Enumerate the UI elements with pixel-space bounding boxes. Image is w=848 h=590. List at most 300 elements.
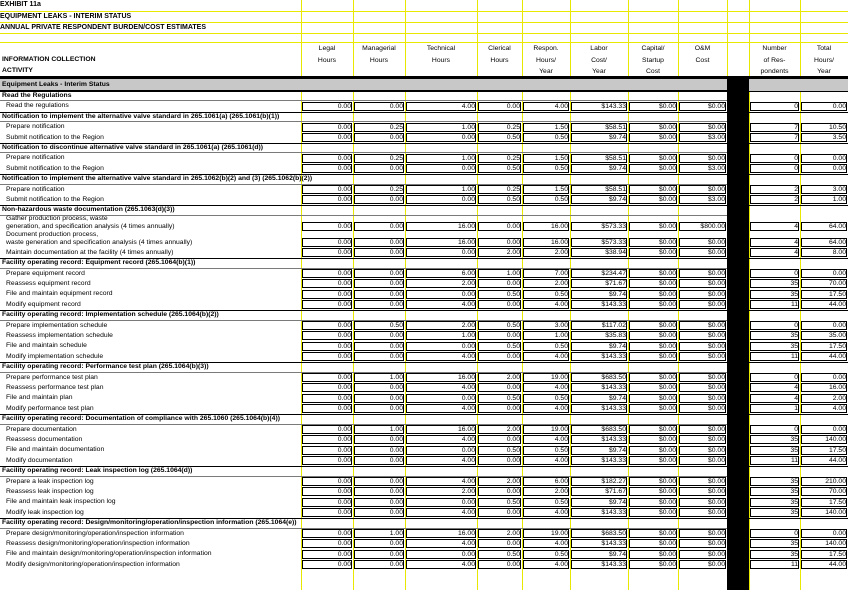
value-cell: 70.00 bbox=[828, 488, 846, 496]
cell-border bbox=[750, 185, 799, 194]
value-cell: 4 bbox=[794, 249, 798, 257]
row-label: File and maintain design/monitoring/operation/inspection information bbox=[6, 550, 212, 558]
value-cell: 0.00 bbox=[389, 436, 403, 444]
value-cell: 2 bbox=[794, 196, 798, 204]
value-cell: 2.00 bbox=[506, 478, 520, 485]
cell-border bbox=[523, 222, 569, 231]
value-cell: 17.50 bbox=[828, 290, 846, 298]
cell-border bbox=[571, 508, 627, 517]
cell-border bbox=[354, 446, 404, 455]
value-cell: 11 bbox=[790, 457, 798, 465]
value-cell: 0 bbox=[794, 322, 798, 329]
row-label: Gather production process, waste bbox=[6, 214, 108, 222]
cell-border bbox=[523, 321, 569, 330]
cell-border bbox=[571, 404, 627, 413]
value-cell: 0.00 bbox=[337, 509, 351, 517]
value-cell: 0.00 bbox=[337, 222, 351, 230]
value-cell: 16.00 bbox=[457, 222, 475, 230]
cell-border bbox=[302, 446, 352, 455]
value-cell: 0.00 bbox=[337, 446, 351, 454]
value-cell: 0.00 bbox=[337, 394, 351, 402]
value-cell: 0.00 bbox=[506, 540, 520, 548]
cell-border bbox=[571, 352, 627, 361]
cell-border bbox=[354, 154, 404, 163]
row-label: Submit notification to the Region bbox=[6, 164, 104, 172]
value-cell: 0.00 bbox=[506, 280, 520, 288]
cell-border bbox=[679, 425, 726, 434]
value-cell: $143.33 bbox=[601, 102, 626, 110]
cell-border bbox=[354, 164, 404, 173]
value-cell: $0.00 bbox=[658, 478, 676, 485]
value-cell: 0.00 bbox=[389, 509, 403, 517]
cell-border bbox=[801, 539, 847, 548]
cell-border bbox=[406, 133, 476, 142]
cell-border bbox=[750, 164, 799, 173]
value-cell: 0.50 bbox=[506, 196, 520, 204]
cell-border bbox=[478, 352, 521, 361]
cell-border bbox=[750, 133, 799, 142]
value-cell: $0.00 bbox=[707, 405, 725, 413]
value-cell: $0.00 bbox=[707, 332, 725, 340]
group-heading: Facility operating record: Equipment record (265.1064(b)(1)) bbox=[2, 259, 196, 267]
column-header: Hours bbox=[317, 56, 337, 64]
value-cell: $117.02 bbox=[601, 322, 626, 329]
cell-border bbox=[571, 342, 627, 351]
cell-border bbox=[478, 394, 521, 403]
value-cell: 0.50 bbox=[506, 322, 520, 329]
table-subtitle: ANNUAL PRIVATE RESPONDENT BURDEN/COST ESTIMATES bbox=[0, 24, 206, 31]
value-cell: 0.50 bbox=[554, 550, 568, 558]
value-cell: 0.25 bbox=[389, 186, 403, 193]
cell-border bbox=[629, 373, 677, 382]
cell-border bbox=[679, 164, 726, 173]
value-cell: 16.00 bbox=[550, 238, 568, 246]
cell-border bbox=[302, 195, 352, 204]
cell-border bbox=[523, 195, 569, 204]
value-cell: 0.00 bbox=[337, 498, 351, 506]
cell-border bbox=[302, 279, 352, 288]
cell-border bbox=[478, 487, 521, 496]
value-cell: 11 bbox=[790, 353, 798, 361]
cell-border bbox=[629, 550, 677, 559]
value-cell: 4.00 bbox=[461, 478, 475, 485]
cell-border bbox=[523, 133, 569, 142]
cell-border bbox=[629, 404, 677, 413]
value-cell: 35 bbox=[790, 498, 798, 506]
cell-border bbox=[523, 560, 569, 569]
row-label: Document production process, bbox=[6, 230, 99, 238]
value-cell: $573.33 bbox=[601, 238, 626, 246]
cell-border bbox=[750, 550, 799, 559]
value-cell: $0.00 bbox=[658, 154, 676, 162]
value-cell: 2.00 bbox=[506, 374, 520, 381]
cell-border bbox=[523, 539, 569, 548]
cell-border bbox=[406, 185, 476, 194]
cell-border bbox=[629, 446, 677, 455]
cell-border bbox=[571, 290, 627, 299]
cell-border bbox=[406, 222, 476, 231]
value-cell: 210.00 bbox=[825, 478, 846, 485]
cell-border bbox=[354, 539, 404, 548]
row-label: Submit notification to the Region bbox=[6, 133, 104, 141]
cell-border bbox=[523, 373, 569, 382]
row-divider bbox=[0, 42, 848, 43]
row-label: File and maintain schedule bbox=[6, 342, 87, 350]
cell-border bbox=[629, 321, 677, 330]
cell-border bbox=[629, 352, 677, 361]
cell-border bbox=[629, 498, 677, 507]
cell-border bbox=[679, 456, 726, 465]
value-cell: 0.00 bbox=[506, 405, 520, 413]
group-heading: Non-hazardous waste documentation (265.1063(d)(3)) bbox=[2, 206, 175, 214]
cell-border bbox=[406, 373, 476, 382]
value-cell: $9.74 bbox=[608, 498, 626, 506]
value-cell: $0.00 bbox=[658, 222, 676, 230]
value-cell: 0 bbox=[794, 154, 798, 162]
value-cell: $0.00 bbox=[658, 530, 676, 537]
value-cell: 1.00 bbox=[389, 374, 403, 381]
cell-border bbox=[354, 300, 404, 309]
value-cell: 0.00 bbox=[506, 436, 520, 444]
column-header: Clerical bbox=[488, 45, 511, 52]
cell-border bbox=[571, 498, 627, 507]
cell-border bbox=[406, 269, 476, 278]
cell-border bbox=[750, 238, 799, 247]
cell-border bbox=[679, 383, 726, 392]
cell-border bbox=[406, 498, 476, 507]
value-cell: 0.00 bbox=[337, 301, 351, 309]
cell-border bbox=[478, 342, 521, 351]
cell-border bbox=[406, 456, 476, 465]
value-cell: $143.33 bbox=[601, 509, 626, 517]
cell-border bbox=[406, 529, 476, 538]
cell-border bbox=[302, 394, 352, 403]
value-cell: 0.00 bbox=[337, 561, 351, 569]
cell-border bbox=[571, 550, 627, 559]
value-cell: 0.00 bbox=[389, 405, 403, 413]
value-cell: $0.00 bbox=[707, 280, 725, 288]
value-cell: 0.00 bbox=[389, 290, 403, 298]
cell-border bbox=[629, 477, 677, 486]
cell-border bbox=[354, 342, 404, 351]
cell-border bbox=[523, 394, 569, 403]
value-cell: $0.00 bbox=[658, 102, 676, 110]
cell-border bbox=[478, 123, 521, 132]
section-band bbox=[749, 79, 848, 91]
cell-border bbox=[478, 477, 521, 486]
cell-border bbox=[354, 123, 404, 132]
cell-border bbox=[478, 498, 521, 507]
value-cell: 0.00 bbox=[506, 301, 520, 309]
cell-border bbox=[679, 487, 726, 496]
value-cell: $182.27 bbox=[601, 478, 626, 485]
value-cell: 0.25 bbox=[389, 154, 403, 162]
cell-border bbox=[679, 248, 726, 257]
cell-border bbox=[629, 238, 677, 247]
cell-border bbox=[523, 550, 569, 559]
cell-border bbox=[750, 222, 799, 231]
column-header: Cost bbox=[695, 56, 710, 64]
cell-border bbox=[302, 300, 352, 309]
value-cell: 0.00 bbox=[337, 530, 351, 537]
value-cell: 4 bbox=[794, 384, 798, 392]
value-cell: 1.00 bbox=[461, 154, 475, 162]
column-header: Year bbox=[539, 68, 553, 75]
cell-border bbox=[523, 185, 569, 194]
separator-column bbox=[727, 76, 749, 590]
cell-border bbox=[406, 102, 476, 111]
cell-border bbox=[679, 195, 726, 204]
value-cell: $0.00 bbox=[707, 270, 725, 277]
value-cell: 0.50 bbox=[506, 550, 520, 558]
value-cell: 0 bbox=[794, 102, 798, 110]
value-cell: 1.00 bbox=[461, 123, 475, 131]
cell-border bbox=[750, 508, 799, 517]
cell-border bbox=[629, 394, 677, 403]
value-cell: 0.00 bbox=[337, 540, 351, 548]
value-cell: 4.00 bbox=[461, 353, 475, 361]
value-cell: 1.00 bbox=[506, 270, 520, 277]
cell-border bbox=[801, 550, 847, 559]
cell-border bbox=[302, 508, 352, 517]
cell-border bbox=[571, 279, 627, 288]
cell-border bbox=[406, 394, 476, 403]
cell-border bbox=[629, 529, 677, 538]
value-cell: 2.00 bbox=[461, 322, 475, 329]
value-cell: $0.00 bbox=[658, 342, 676, 350]
column-header: Capital/ bbox=[641, 45, 665, 52]
value-cell: 0.00 bbox=[337, 102, 351, 110]
cell-border bbox=[571, 222, 627, 231]
row-label: File and maintain equipment record bbox=[6, 290, 113, 298]
cell-border bbox=[302, 164, 352, 173]
value-cell: $0.00 bbox=[707, 123, 725, 131]
cell-border bbox=[571, 446, 627, 455]
cell-border bbox=[571, 154, 627, 163]
value-cell: $0.00 bbox=[707, 102, 725, 110]
cell-border bbox=[750, 425, 799, 434]
value-cell: 0.00 bbox=[337, 134, 351, 141]
cell-border bbox=[679, 133, 726, 142]
value-cell: $0.00 bbox=[707, 498, 725, 506]
cell-border bbox=[679, 404, 726, 413]
cell-border bbox=[629, 195, 677, 204]
value-cell: 0.00 bbox=[337, 426, 351, 433]
value-cell: 0.00 bbox=[337, 332, 351, 340]
value-cell: $573.33 bbox=[601, 222, 626, 230]
value-cell: 0.00 bbox=[389, 550, 403, 558]
row-label: Prepare a leak inspection log bbox=[6, 477, 94, 485]
value-cell: $0.00 bbox=[707, 374, 725, 381]
cell-border bbox=[478, 248, 521, 257]
cell-border bbox=[302, 435, 352, 444]
row-label: Modify documentation bbox=[6, 456, 73, 464]
cell-border bbox=[629, 435, 677, 444]
cell-border bbox=[801, 394, 847, 403]
group-heading: Facility operating record: Documentation of compliance with 265.1060 (265.1064(b)(4)) bbox=[2, 415, 280, 423]
value-cell: $0.00 bbox=[658, 134, 676, 141]
value-cell: 0.50 bbox=[554, 134, 568, 141]
value-cell: 0.00 bbox=[337, 280, 351, 288]
value-cell: $0.00 bbox=[658, 353, 676, 361]
cell-border bbox=[302, 383, 352, 392]
value-cell: $0.00 bbox=[658, 165, 676, 173]
cell-border bbox=[679, 331, 726, 340]
value-cell: $0.00 bbox=[707, 238, 725, 246]
value-cell: 0.50 bbox=[554, 342, 568, 350]
value-cell: 0 bbox=[794, 426, 798, 433]
value-cell: 0.00 bbox=[832, 374, 846, 381]
cell-border bbox=[406, 508, 476, 517]
value-cell: $0.00 bbox=[707, 488, 725, 496]
cell-border bbox=[750, 279, 799, 288]
value-cell: 0.00 bbox=[506, 332, 520, 340]
cell-border bbox=[801, 342, 847, 351]
cell-border bbox=[354, 133, 404, 142]
cell-border bbox=[302, 133, 352, 142]
cell-border bbox=[406, 425, 476, 434]
cell-border bbox=[801, 222, 847, 231]
cell-border bbox=[629, 133, 677, 142]
cell-border bbox=[523, 498, 569, 507]
value-cell: 0.00 bbox=[506, 238, 520, 246]
cell-border bbox=[801, 435, 847, 444]
cell-border bbox=[354, 487, 404, 496]
cell-border bbox=[801, 498, 847, 507]
value-cell: 0.00 bbox=[389, 332, 403, 340]
value-cell: 0.00 bbox=[337, 290, 351, 298]
value-cell: 0.00 bbox=[461, 446, 475, 454]
cell-border bbox=[571, 560, 627, 569]
value-cell: $0.00 bbox=[707, 478, 725, 485]
row-label: Prepare notification bbox=[6, 123, 65, 131]
row-divider bbox=[0, 22, 848, 23]
value-cell: 0.00 bbox=[337, 353, 351, 361]
value-cell: 4.00 bbox=[554, 405, 568, 413]
column-header: Year bbox=[592, 68, 606, 75]
value-cell: 1.50 bbox=[554, 186, 568, 193]
cell-border bbox=[801, 238, 847, 247]
value-cell: $0.00 bbox=[707, 530, 725, 537]
cell-border bbox=[478, 164, 521, 173]
cell-border bbox=[679, 269, 726, 278]
value-cell: $0.00 bbox=[658, 123, 676, 131]
cell-border bbox=[406, 550, 476, 559]
value-cell: 140.00 bbox=[825, 509, 846, 517]
value-cell: 0.00 bbox=[832, 102, 846, 110]
value-cell: $0.00 bbox=[658, 249, 676, 257]
cell-border bbox=[801, 300, 847, 309]
value-cell: 3.50 bbox=[832, 134, 846, 141]
cell-border bbox=[302, 539, 352, 548]
value-cell: 4.00 bbox=[554, 436, 568, 444]
cell-border bbox=[629, 185, 677, 194]
value-cell: $0.00 bbox=[707, 509, 725, 517]
value-cell: 16.00 bbox=[550, 222, 568, 230]
value-cell: 1.00 bbox=[832, 196, 846, 204]
cell-border bbox=[571, 238, 627, 247]
value-cell: $0.00 bbox=[658, 498, 676, 506]
cell-border bbox=[523, 279, 569, 288]
value-cell: $0.00 bbox=[658, 426, 676, 433]
cell-border bbox=[478, 300, 521, 309]
column-header: Number bbox=[762, 45, 787, 52]
cell-border bbox=[629, 342, 677, 351]
cell-border bbox=[354, 352, 404, 361]
cell-border bbox=[679, 498, 726, 507]
value-cell: 0.25 bbox=[506, 154, 520, 162]
value-cell: 0.00 bbox=[337, 478, 351, 485]
group-heading: Facility operating record: Performance test plan (265.1064(b)(3)) bbox=[2, 363, 209, 371]
cell-border bbox=[679, 560, 726, 569]
cell-border bbox=[750, 248, 799, 257]
value-cell: $143.33 bbox=[601, 384, 626, 392]
value-cell: $143.33 bbox=[601, 436, 626, 444]
column-header: Respon. bbox=[533, 45, 559, 52]
value-cell: $58.51 bbox=[605, 154, 626, 162]
cell-border bbox=[478, 383, 521, 392]
value-cell: 16.00 bbox=[457, 426, 475, 433]
value-cell: 0.00 bbox=[832, 322, 846, 329]
cell-border bbox=[478, 238, 521, 247]
value-cell: $35.83 bbox=[605, 332, 626, 340]
value-cell: $0.00 bbox=[658, 374, 676, 381]
cell-border bbox=[406, 248, 476, 257]
value-cell: $9.74 bbox=[608, 394, 626, 402]
cell-border bbox=[571, 321, 627, 330]
value-cell: $71.67 bbox=[605, 280, 626, 288]
cell-border bbox=[406, 331, 476, 340]
cell-border bbox=[801, 425, 847, 434]
cell-border bbox=[523, 456, 569, 465]
header-activity-line2: ACTIVITY bbox=[2, 67, 33, 74]
row-label: generation, and specification analysis (4 times annually) bbox=[6, 222, 175, 230]
value-cell: 0.00 bbox=[337, 405, 351, 413]
column-header: Hours bbox=[490, 56, 509, 64]
cell-border bbox=[478, 456, 521, 465]
value-cell: $0.00 bbox=[658, 290, 676, 298]
cell-border bbox=[302, 529, 352, 538]
cell-border bbox=[406, 238, 476, 247]
value-cell: 1.50 bbox=[554, 154, 568, 162]
cell-border bbox=[750, 373, 799, 382]
cell-border bbox=[679, 550, 726, 559]
value-cell: 0 bbox=[794, 374, 798, 381]
value-cell: 0.00 bbox=[832, 165, 846, 173]
value-cell: 35 bbox=[790, 478, 798, 485]
value-cell: 11 bbox=[790, 561, 798, 569]
value-cell: $0.00 bbox=[658, 509, 676, 517]
cell-border bbox=[750, 290, 799, 299]
cell-border bbox=[679, 321, 726, 330]
cell-border bbox=[406, 123, 476, 132]
cell-border bbox=[354, 279, 404, 288]
value-cell: 0.00 bbox=[389, 238, 403, 246]
cell-border bbox=[354, 477, 404, 486]
cell-border bbox=[302, 290, 352, 299]
cell-border bbox=[523, 477, 569, 486]
cell-border bbox=[629, 300, 677, 309]
cell-border bbox=[801, 164, 847, 173]
cell-border bbox=[354, 373, 404, 382]
value-cell: $58.51 bbox=[605, 123, 626, 131]
value-cell: 0.00 bbox=[337, 374, 351, 381]
cell-border bbox=[801, 279, 847, 288]
value-cell: 4.00 bbox=[554, 301, 568, 309]
cell-border bbox=[354, 331, 404, 340]
value-cell: $0.00 bbox=[707, 394, 725, 402]
cell-border bbox=[750, 383, 799, 392]
